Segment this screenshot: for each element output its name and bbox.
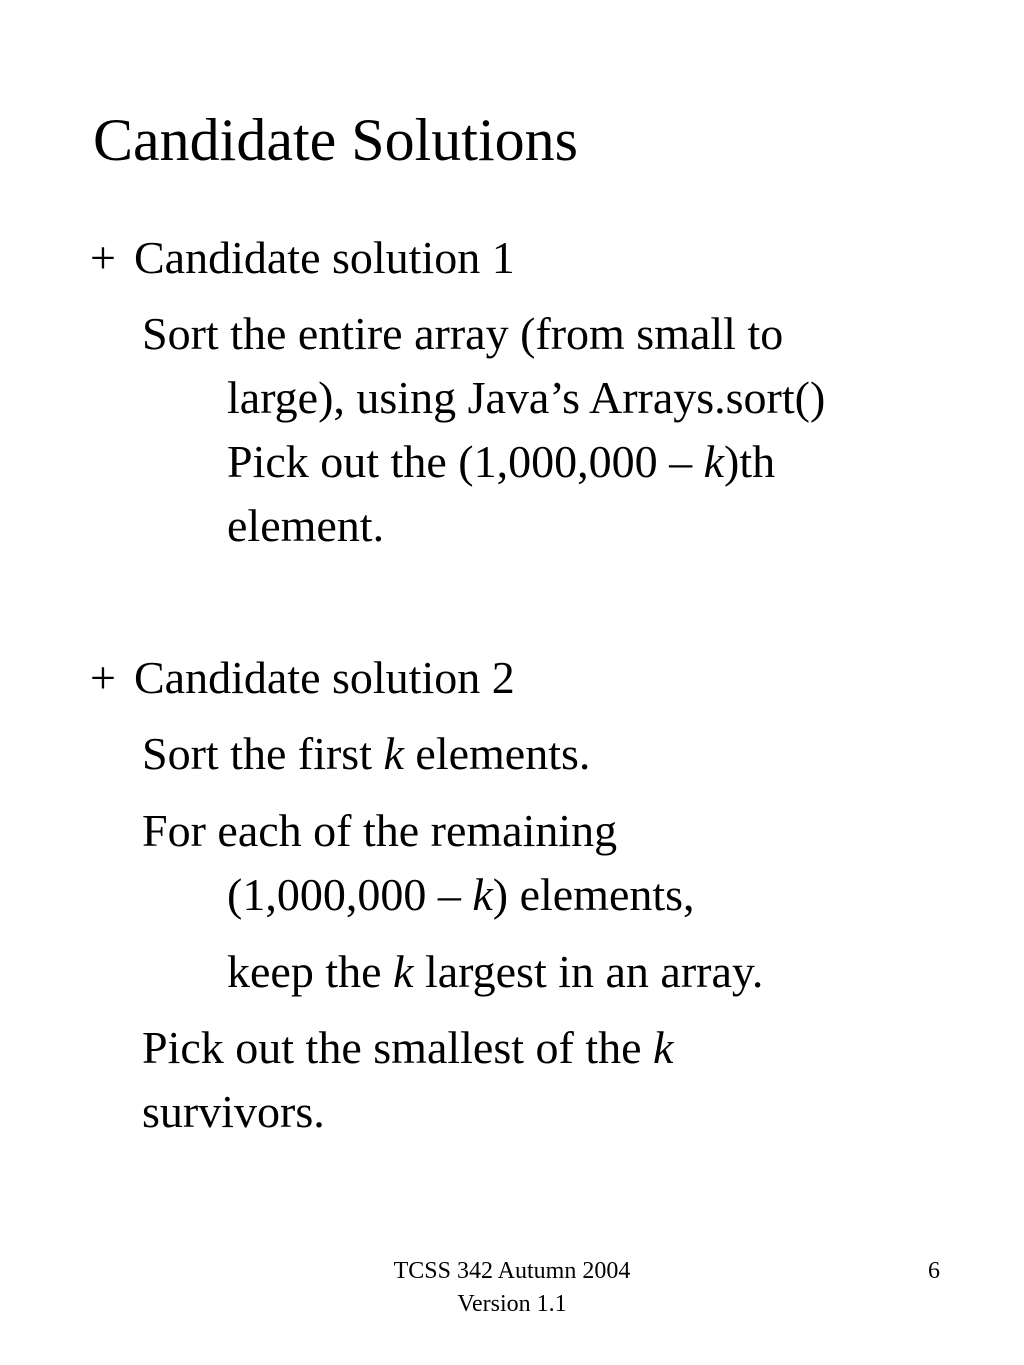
solution2-step-1 xyxy=(142,722,590,786)
text-segment: keep the xyxy=(227,946,394,997)
variable-k: k xyxy=(383,728,404,779)
solution2-step-2-line-2 xyxy=(227,863,695,927)
text-segment: Pick out the (1,000,000 – xyxy=(227,436,704,487)
bullet-candidate-1 xyxy=(90,226,515,290)
footer-course-info xyxy=(312,1255,712,1321)
solution1-line-2: large), using Java’s Arrays.sort() xyxy=(227,372,826,423)
variable-k: k xyxy=(703,436,724,487)
bullet-label: Candidate solution 1 xyxy=(134,232,515,283)
solution2-step-2-line-1: For each of the remaining xyxy=(142,805,618,856)
solution2-step-3 xyxy=(227,940,763,1004)
variable-k: k xyxy=(472,869,493,920)
solution2-step-4-line-2: survivors. xyxy=(142,1086,325,1137)
text-segment: )th xyxy=(724,436,776,487)
text-segment: Sort the first xyxy=(142,728,384,779)
variable-k: k xyxy=(653,1022,674,1073)
footer-version: Version 1.1 xyxy=(457,1291,567,1317)
bullet-candidate-2 xyxy=(90,646,515,710)
text-segment: ) elements, xyxy=(492,869,695,920)
slide-title: Candidate Solutions xyxy=(93,107,578,173)
text-segment: (1,000,000 – xyxy=(227,869,473,920)
text-segment: Pick out the smallest of the xyxy=(142,1022,654,1073)
solution1-line-1: Sort the entire array (from small to xyxy=(142,308,784,359)
text-segment: elements. xyxy=(403,728,591,779)
text-segment: largest in an array. xyxy=(413,946,764,997)
solution2-step-4-line-1 xyxy=(142,1016,673,1080)
footer-course: TCSS 342 Autumn 2004 xyxy=(393,1258,631,1284)
page-number: 6 xyxy=(928,1258,940,1284)
solution1-line-4: element. xyxy=(227,500,385,551)
bullet-label: Candidate solution 2 xyxy=(134,652,515,703)
solution1-line-3 xyxy=(227,430,775,494)
bullet-marker: + xyxy=(90,652,116,703)
bullet-marker: + xyxy=(90,232,116,283)
variable-k: k xyxy=(393,946,414,997)
